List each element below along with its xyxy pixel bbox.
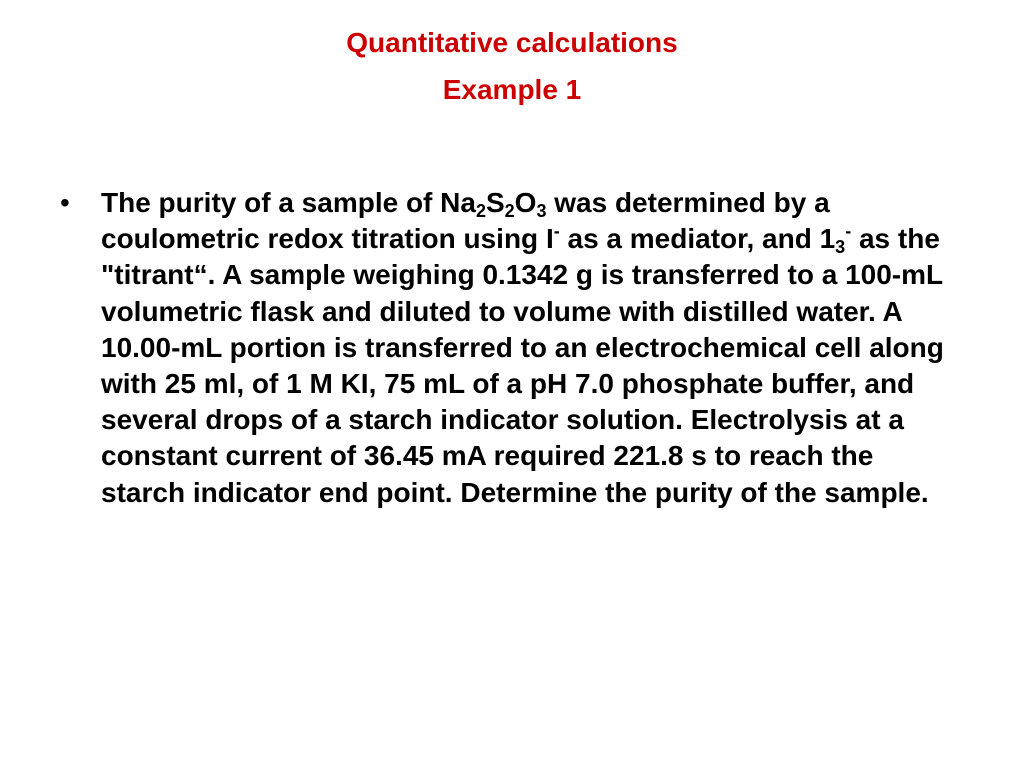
bullet-dot-icon: • bbox=[60, 187, 70, 218]
subscript: 2 bbox=[504, 201, 515, 221]
subscript: 2 bbox=[475, 201, 486, 221]
text-segment: The purity of a sample of Na bbox=[101, 187, 476, 218]
superscript: - bbox=[553, 221, 560, 242]
text-segment: as a mediator, and 1 bbox=[559, 223, 836, 255]
problem-text bbox=[101, 185, 963, 511]
text-segment: S bbox=[485, 187, 505, 218]
title-block bbox=[0, 26, 1024, 107]
superscript: - bbox=[845, 221, 852, 242]
text-segment: was determined by a coulometric redox titration using I bbox=[101, 187, 830, 255]
text-segment: as the "titrant“. A sample weighing 0.1342 g is transferred to a 100-mL volumetric flask and diluted to volume with distilled water. A 10.00-mL portion is transferred to an electrochemical cell along with 25 ml, of 1 M KI, 75 mL of a pH 7.0 phosphate buffer, and several drops of a starch indicator solution. Electrolysis at a constant current of 36.45 mA required 221.8 s to reach the starch indicator end point. Determine the purity of the sample. bbox=[101, 223, 944, 508]
subscript: 3 bbox=[536, 201, 547, 221]
text-segment: O bbox=[514, 187, 537, 218]
subscript: 3 bbox=[835, 237, 846, 258]
slide-title: Quantitative calculations bbox=[346, 27, 678, 58]
slide-subtitle: Example 1 bbox=[442, 74, 582, 105]
